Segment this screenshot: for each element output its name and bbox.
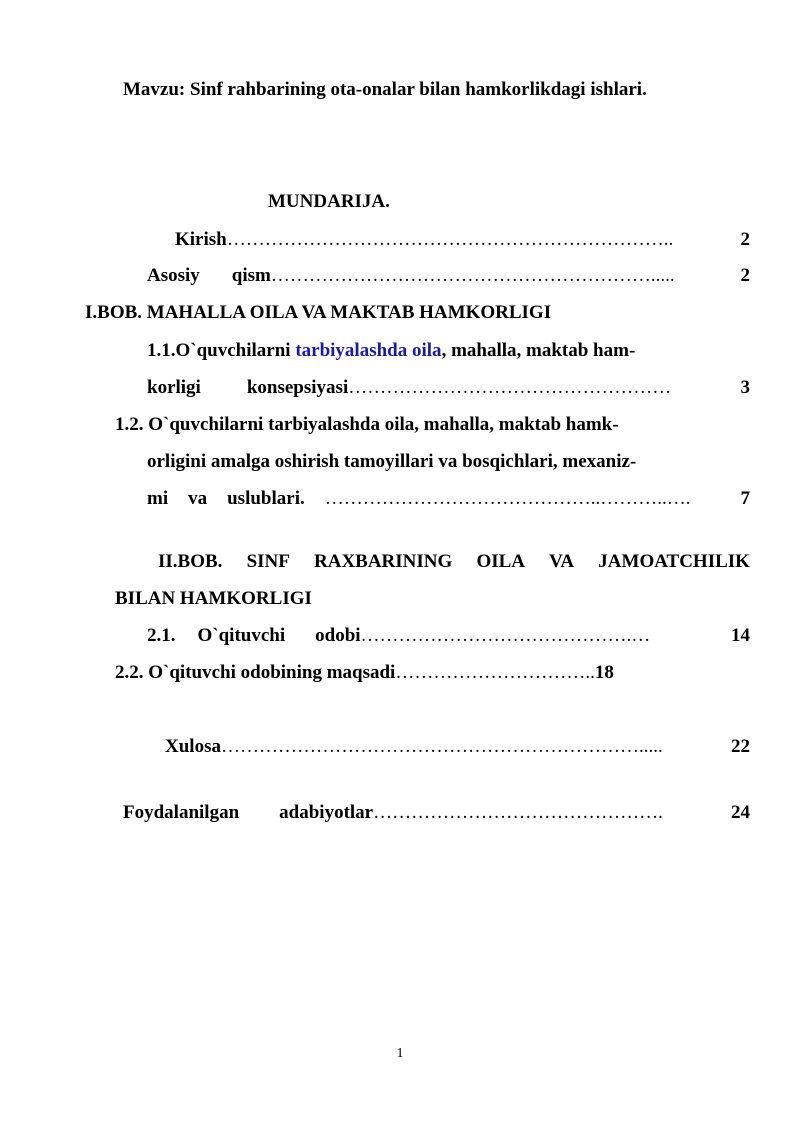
toc-text: 1.1.O`quvchilarni (147, 340, 296, 361)
toc-chapter-2-title-line1 (158, 550, 750, 574)
toc-entry-1-2-line1: 1.2. O`quvchilarni tarbiyalashda oila, mahalla, maktab hamk- (115, 414, 619, 435)
toc-page-number: 7 (740, 488, 750, 509)
toc-leader-dots: ……………………………………………………..... (270, 265, 675, 286)
toc-page-number: 2 (740, 265, 750, 286)
toc-label: qism (231, 265, 271, 286)
toc-leader-dots: …………………………………………………………….. (226, 229, 674, 250)
document-topic: Mavzu: Sinf rahbarining ota-onalar bilan hamkorlikdagi ishlari. (123, 79, 647, 100)
toc-entry-1-1-line1 (147, 339, 635, 363)
toc-label: Asosiy (147, 265, 200, 286)
toc-text: OILA (476, 551, 526, 572)
toc-text: uslublari. (227, 488, 305, 509)
toc-page-number: 24 (731, 802, 750, 823)
toc-leader-dots: ………………………………………. (373, 802, 663, 823)
toc-text: II.BOB. (158, 551, 223, 572)
contents-heading: MUNDARIJA. (268, 191, 390, 212)
toc-label: Kirish (175, 229, 227, 250)
toc-label: Xulosa (165, 736, 221, 757)
toc-entry-1-2-line3 (147, 487, 750, 511)
toc-chapter-1-title: I.BOB. MAHALLA OILA VA MAKTAB HAMKORLIGI (85, 302, 552, 323)
toc-entry-2-2 (115, 661, 614, 685)
toc-page-number: 18 (594, 662, 614, 683)
toc-text: O`qituvchi (197, 625, 286, 646)
toc-text: odobi (315, 625, 361, 646)
toc-text: SINF (246, 551, 290, 572)
toc-text: , mahalla, maktab ham- (441, 340, 636, 361)
toc-page-number: 2 (740, 229, 750, 250)
toc-text: konsepsiyasi (246, 377, 349, 398)
toc-entry-asosiy-qism (147, 264, 750, 288)
toc-leader-dots: ……………………………………..………..…. (324, 488, 691, 509)
toc-entry-xulosa (165, 735, 750, 759)
toc-leader-dots: …………………………………………… (348, 377, 672, 398)
toc-page-number: 3 (740, 377, 750, 398)
toc-text: RAXBARINING (314, 551, 453, 572)
toc-hyperlink[interactable]: tarbiyalashda oila (295, 340, 442, 361)
toc-leader-dots: …………………………………….… (360, 625, 651, 646)
toc-text: VA (549, 551, 575, 572)
toc-text: JAMOATCHILIK (598, 551, 750, 572)
toc-page-number: 22 (731, 736, 750, 757)
toc-entry-1-2-line2: orligini amalga oshirish tamoyillari va bosqichlari, mexaniz- (147, 451, 637, 472)
toc-text: mi (147, 488, 169, 509)
toc-text: korligi (147, 377, 201, 398)
toc-label: adabiyotlar (279, 802, 374, 823)
toc-entry-foydalanilgan-adabiyotlar (123, 801, 750, 825)
toc-entry-2-1 (147, 624, 750, 648)
toc-label: Foydalanilgan (123, 802, 240, 823)
toc-chapter-2-title-line2: BILAN HAMKORLIGI (115, 588, 312, 609)
toc-entry-1-1-line2 (147, 376, 750, 400)
page-number: 1 (396, 1046, 404, 1061)
toc-text: va (188, 488, 208, 509)
toc-leader-dots: …………………………………………………………..... (220, 736, 663, 757)
toc-entry-kirish (175, 228, 750, 252)
toc-leader-dots: ………………………….. (395, 662, 595, 683)
toc-page-number: 14 (731, 625, 750, 646)
toc-text: 2.2. O`qituvchi odobining maqsadi (115, 662, 396, 683)
toc-text: 2.1. (147, 625, 176, 646)
